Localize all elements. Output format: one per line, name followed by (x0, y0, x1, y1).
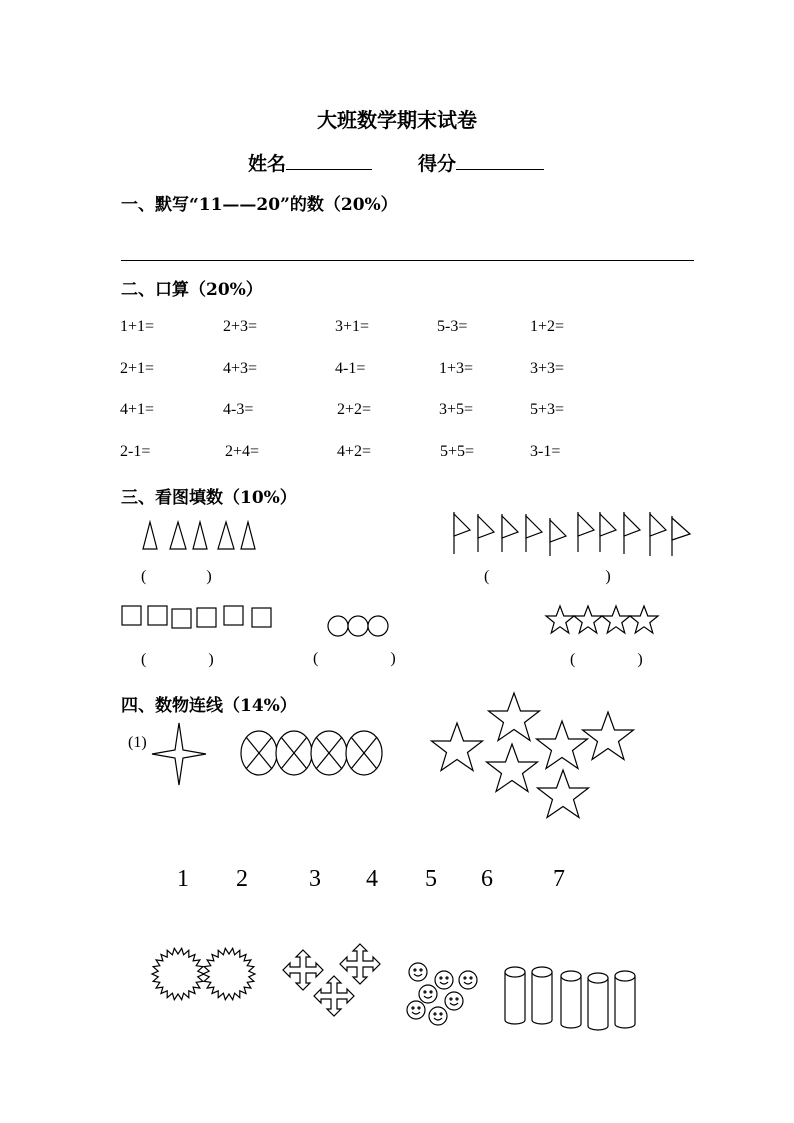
flag-icon (650, 512, 666, 556)
large-stars-group[interactable] (428, 690, 638, 825)
sunburst-icon (203, 948, 255, 999)
circle-icon (328, 616, 348, 636)
star-icon (630, 606, 658, 633)
name-field (248, 149, 372, 176)
cylinder-icon (615, 971, 635, 1028)
number-3[interactable]: 3 (309, 866, 321, 892)
circles-group (327, 615, 391, 639)
matching-label: (1) (128, 734, 147, 751)
triangle-icon (241, 522, 255, 549)
star-icon (487, 744, 538, 792)
square-icon (148, 606, 167, 625)
paren-close: ) (208, 651, 214, 668)
section-3-heading: 三、看图填数（10%） (121, 488, 297, 508)
section-2-heading: 二、口算（20%） (121, 280, 263, 300)
cylinders-group[interactable] (503, 964, 639, 1032)
cylinder-icon (505, 967, 525, 1024)
smileys-group[interactable] (404, 960, 482, 1030)
paren-open: ( (141, 568, 147, 585)
star-icon (574, 606, 602, 633)
paren-open: ( (313, 650, 319, 667)
section-1-heading: 一、默写“11——20”的数（20%） (121, 195, 398, 215)
square-icon (197, 608, 216, 627)
number-4[interactable]: 4 (366, 866, 378, 892)
equation: 4-1= (335, 360, 366, 377)
crossed-ovals-group[interactable] (240, 730, 385, 778)
score-blank[interactable] (456, 153, 544, 170)
square-icon (252, 608, 271, 627)
smiley-face-icon (407, 1001, 425, 1019)
paren-close: ) (390, 650, 396, 667)
star-icon (602, 606, 630, 633)
arrow-crosses-group[interactable] (280, 940, 384, 1022)
sunburst-icon (152, 948, 204, 999)
circle-icon (348, 616, 368, 636)
arrow-cross-icon (314, 976, 354, 1016)
answer-paren-circles[interactable] (313, 650, 396, 668)
answer-line[interactable] (121, 260, 694, 261)
name-label: 姓名 (248, 153, 287, 175)
arrow-cross-icon (283, 950, 323, 990)
crossed-oval-icon (241, 731, 277, 775)
paren-close: ) (206, 568, 212, 585)
paren-close: ) (605, 568, 611, 585)
small-stars-group (545, 605, 661, 639)
star-icon (538, 770, 589, 818)
star-icon (583, 712, 634, 760)
flag-icon (672, 516, 690, 556)
score-label: 得分 (418, 153, 457, 175)
equation: 4-3= (223, 401, 254, 418)
crossed-oval-icon (276, 731, 312, 775)
equation: 5+3= (530, 401, 565, 418)
flag-icon (624, 512, 640, 554)
crossed-oval-icon (346, 731, 382, 775)
equation: 3+1= (335, 318, 370, 335)
star-icon (432, 723, 483, 771)
smiley-face-icon (445, 992, 463, 1010)
triangles-group (140, 522, 260, 552)
smiley-face-icon (459, 971, 477, 989)
equation: 3-1= (530, 443, 561, 460)
sunbursts-group[interactable] (152, 947, 256, 1002)
equation: 2+3= (223, 318, 258, 335)
star-icon (537, 721, 588, 769)
equation: 4+2= (337, 443, 372, 460)
triangle-icon (193, 522, 207, 549)
equation: 4+1= (120, 401, 155, 418)
circle-icon (368, 616, 388, 636)
answer-paren-flags[interactable] (484, 568, 611, 586)
name-blank[interactable] (286, 153, 372, 170)
equation: 1+3= (439, 360, 474, 377)
flag-icon (550, 518, 566, 556)
answer-paren-squares[interactable] (141, 651, 214, 669)
equation: 2+2= (337, 401, 372, 418)
number-6[interactable]: 6 (481, 866, 493, 892)
triangle-icon (143, 522, 157, 549)
square-icon (224, 606, 243, 625)
cylinder-icon (532, 967, 552, 1024)
squares-group (121, 605, 276, 631)
triangle-icon (170, 522, 186, 549)
answer-paren-stars[interactable] (570, 651, 643, 669)
flag-icon (454, 512, 470, 554)
paren-open: ( (141, 651, 147, 668)
smiley-face-icon (419, 985, 437, 1003)
flags-group (450, 512, 695, 558)
smiley-face-icon (409, 963, 427, 981)
equation: 3+3= (530, 360, 565, 377)
square-icon (172, 609, 191, 628)
flag-icon (478, 514, 494, 552)
flag-icon (502, 514, 518, 552)
equation: 2+1= (120, 360, 155, 377)
paren-close: ) (637, 651, 643, 668)
smiley-face-icon (435, 971, 453, 989)
crossed-oval-icon (311, 731, 347, 775)
flag-icon (600, 512, 616, 552)
star-icon (489, 693, 540, 741)
cylinder-icon (561, 971, 581, 1028)
equation: 1+1= (120, 318, 155, 335)
equation: 5-3= (437, 318, 468, 335)
smiley-face-icon (429, 1007, 447, 1025)
equation: 2+4= (225, 443, 260, 460)
paren-open: ( (570, 651, 576, 668)
flag-icon (578, 512, 594, 552)
number-5[interactable]: 5 (425, 866, 437, 892)
star-icon (546, 606, 574, 633)
answer-paren-triangles[interactable] (141, 568, 212, 586)
equation: 1+2= (530, 318, 565, 335)
number-7[interactable]: 7 (553, 866, 565, 892)
square-icon (122, 606, 141, 625)
paren-open: ( (484, 568, 490, 585)
number-2[interactable]: 2 (236, 866, 248, 892)
equation: 4+3= (223, 360, 258, 377)
page-title: 大班数学期末试卷 (317, 108, 477, 132)
score-field (418, 149, 544, 176)
equation: 3+5= (439, 401, 474, 418)
equation: 5+5= (440, 443, 475, 460)
section-4-heading: 四、数物连线（14%） (121, 696, 297, 716)
equation: 2-1= (120, 443, 151, 460)
flag-icon (526, 514, 542, 552)
four-point-star-icon[interactable] (152, 722, 208, 788)
number-1[interactable]: 1 (177, 866, 189, 892)
arrow-cross-icon (340, 944, 380, 984)
cylinder-icon (588, 973, 608, 1030)
triangle-icon (218, 522, 234, 549)
